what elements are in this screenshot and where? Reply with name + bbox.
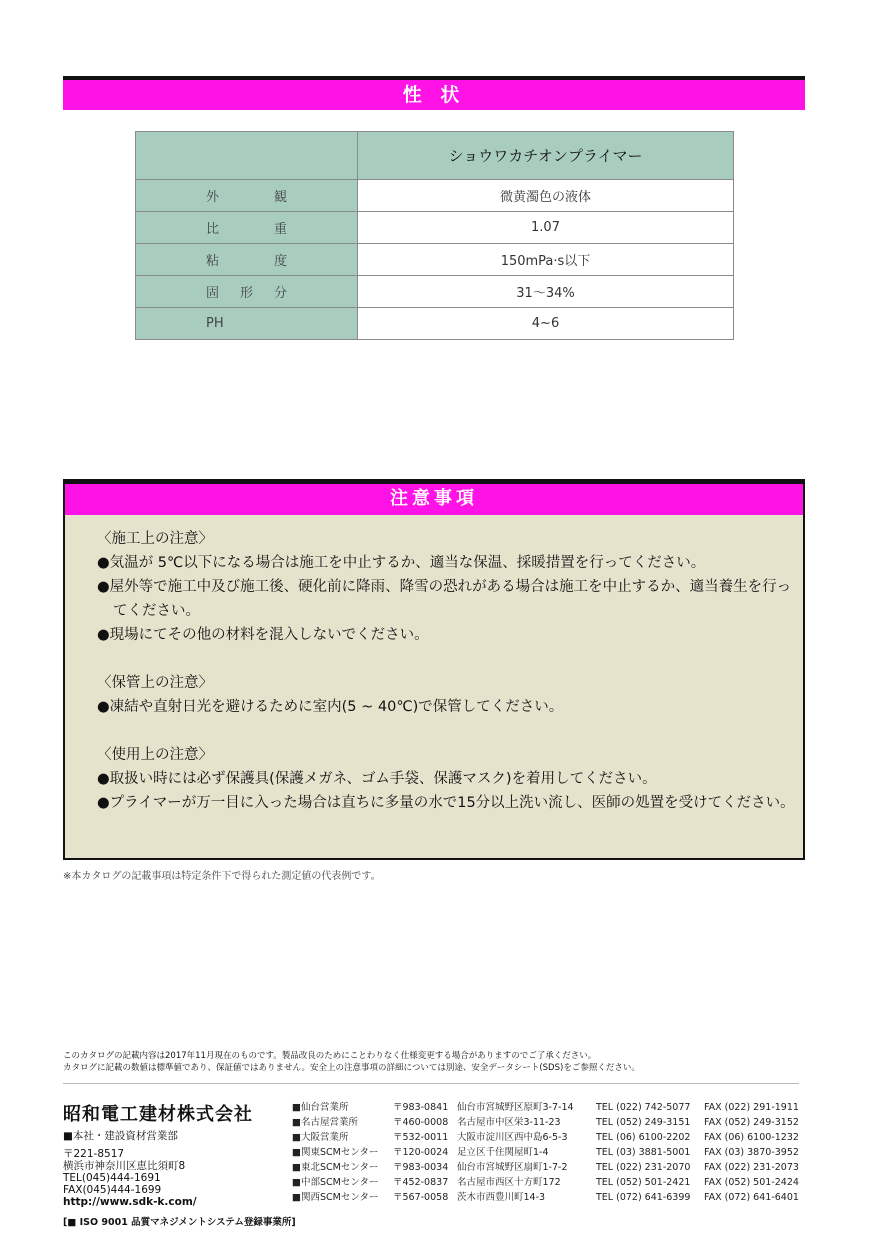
office-address: 足立区千住関屋町1-4 [457, 1147, 549, 1158]
office-row [292, 1100, 804, 1115]
iso-certification: [■ ISO 9001 品質マネジメントシステム登録事業所] [63, 1217, 296, 1228]
property-value: 150mPa·s以下 [358, 244, 734, 276]
hq-fax: FAX(045)444-1699 [63, 1184, 162, 1196]
office-tel: TEL (022) 742-5077 [596, 1102, 691, 1113]
storage-section-title: 〈保管上の注意〉 [97, 675, 213, 691]
hq-address: 横浜市神奈川区恵比須町8 [63, 1160, 186, 1172]
office-fax: FAX (022) 291-1911 [704, 1102, 799, 1113]
table-corner-cell [136, 132, 358, 180]
notice-line: カタログに記載の数値は標準値であり、保証値ではありません。安全上の注意事項の詳細については別途、安全データシート(SDS)をご参照ください。 [63, 1063, 640, 1073]
property-label: 比重 [136, 212, 358, 244]
office-row [292, 1115, 804, 1130]
table-row [136, 212, 734, 244]
office-tel: TEL (052) 501-2421 [596, 1177, 691, 1188]
office-tel: TEL (022) 231-2070 [596, 1162, 691, 1173]
office-zip: 〒983-0034 [393, 1162, 449, 1173]
office-name: ■名古屋営業所 [292, 1117, 358, 1128]
property-value: 4~6 [358, 308, 734, 340]
office-tel: TEL (06) 6100-2202 [596, 1132, 691, 1143]
hq-tel: TEL(045)444-1691 [63, 1172, 161, 1184]
office-fax: FAX (06) 6100-1232 [704, 1132, 799, 1143]
caution-item: ●プライマーが万一目に入った場合は直ちに多量の水で15分以上洗い流し、医師の処置を受けてください。 [97, 795, 795, 811]
office-address: 名古屋市西区十方町172 [457, 1177, 561, 1188]
office-name: ■仙台営業所 [292, 1102, 349, 1113]
table-row [136, 180, 734, 212]
property-value: 1.07 [358, 212, 734, 244]
office-zip: 〒452-0837 [393, 1177, 449, 1188]
office-list [292, 1100, 804, 1205]
office-address: 仙台市宮城野区扇町1-7-2 [457, 1162, 568, 1173]
office-address: 名古屋市中区栄3-11-23 [457, 1117, 561, 1128]
property-value: 31～34% [358, 276, 734, 308]
properties-heading: 性 状 [402, 84, 466, 106]
office-row [292, 1160, 804, 1175]
caution-item: ●屋外等で施工中及び施工後、硬化前に降雨、降雪の恐れがある場合は施工を中止するか、適当養生を行ってください。 [97, 579, 792, 619]
cautions-box [63, 479, 805, 860]
office-name: ■中部SCMセンター [292, 1177, 379, 1188]
table-row [136, 276, 734, 308]
office-row [292, 1175, 804, 1190]
property-value: 微黄濁色の液体 [358, 180, 734, 212]
office-name: ■関西SCMセンター [292, 1192, 379, 1203]
footer-divider [63, 1083, 799, 1084]
office-fax: FAX (022) 231-2073 [704, 1162, 799, 1173]
office-name: ■東北SCMセンター [292, 1162, 379, 1173]
headquarters-info [63, 1130, 197, 1208]
office-fax: FAX (052) 249-3152 [704, 1117, 799, 1128]
office-zip: 〒120-0024 [393, 1147, 449, 1158]
office-zip: 〒567-0058 [393, 1192, 449, 1203]
properties-heading-bar [63, 76, 805, 110]
caution-item: ●取扱い時には必ず保護具(保護メガネ、ゴム手袋、保護マスク)を着用してください。 [97, 771, 657, 787]
catalog-footnote: ※本カタログの記載事項は特定条件下で得られた測定値の代表例です。 [63, 871, 381, 882]
office-tel: TEL (03) 3881-5001 [596, 1147, 691, 1158]
cautions-heading-bar [65, 481, 803, 515]
property-label: PH [136, 308, 358, 340]
company-url-link[interactable]: http://www.sdk-k.com/ [63, 1196, 197, 1208]
office-zip: 〒983-0841 [393, 1102, 449, 1113]
hq-postal: 〒221-8517 [63, 1148, 125, 1160]
office-row [292, 1145, 804, 1160]
caution-item: ●気温が 5℃以下になる場合は施工を中止するか、適当な保温、採暖措置を行ってください。 [97, 555, 706, 571]
hq-label: ■本社・建設資材営業部 [63, 1130, 178, 1142]
office-fax: FAX (03) 3870-3952 [704, 1147, 799, 1158]
caution-item: ●現場にてその他の材料を混入しないでください。 [97, 627, 429, 643]
office-name: ■関東SCMセンター [292, 1147, 379, 1158]
caution-item: ●凍結や直射日光を避けるために室内(5 ~ 40℃)で保管してください。 [97, 699, 564, 715]
office-address: 大阪市淀川区西中島6-5-3 [457, 1132, 568, 1143]
table-row [136, 244, 734, 276]
office-address: 茨木市西豊川町14-3 [457, 1192, 546, 1203]
usage-section-title: 〈使用上の注意〉 [97, 747, 213, 763]
office-name: ■大阪営業所 [292, 1132, 349, 1143]
property-label: 固形分 [136, 276, 358, 308]
cautions-heading: 注意事項 [390, 488, 478, 509]
office-zip: 〒460-0008 [393, 1117, 449, 1128]
office-row [292, 1190, 804, 1205]
office-fax: FAX (072) 641-6401 [704, 1192, 799, 1203]
product-name-header: ショウワカチオンプライマー [358, 132, 734, 180]
office-tel: TEL (072) 641-6399 [596, 1192, 691, 1203]
property-label: 外観 [136, 180, 358, 212]
company-name: 昭和電工建材株式会社 [63, 1104, 253, 1125]
property-label: 粘度 [136, 244, 358, 276]
construction-section-title: 〈施工上の注意〉 [97, 531, 213, 547]
office-row [292, 1130, 804, 1145]
notice-line: このカタログの記載内容は2017年11月現在のものです。製品改良のためにことわりなく仕様変更する場合がありますのでご了承ください。 [63, 1051, 597, 1061]
office-zip: 〒532-0011 [393, 1132, 449, 1143]
table-row [136, 308, 734, 340]
office-tel: TEL (052) 249-3151 [596, 1117, 691, 1128]
cautions-body [65, 515, 803, 815]
properties-table [135, 131, 734, 340]
office-fax: FAX (052) 501-2424 [704, 1177, 799, 1188]
office-address: 仙台市宮城野区原町3-7-14 [457, 1102, 574, 1113]
catalog-notice [63, 1050, 640, 1074]
